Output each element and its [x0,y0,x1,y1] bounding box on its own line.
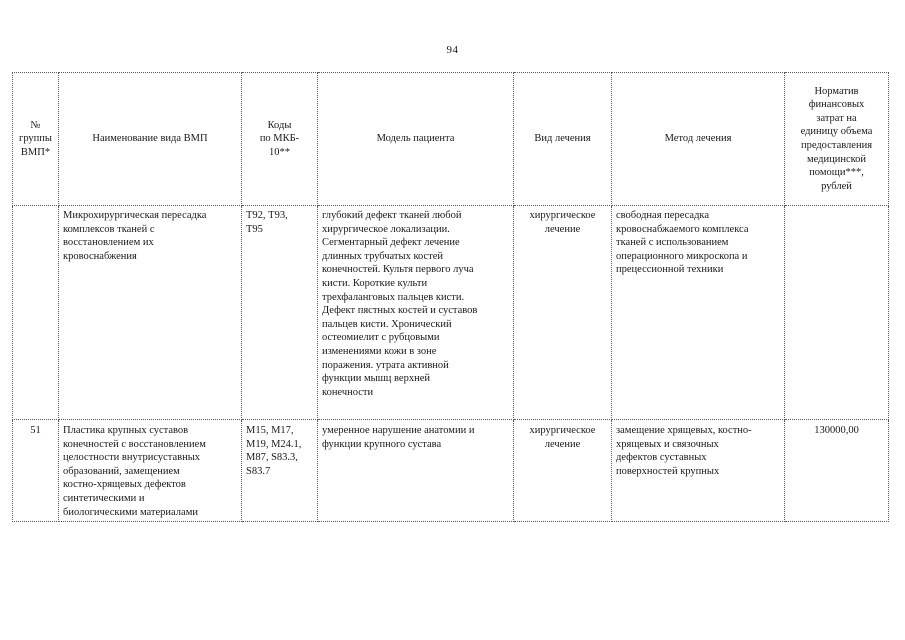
cell-group-no: 51 [13,420,59,522]
page-number: 94 [446,44,459,56]
header-treatment-method: Метод лечения [612,73,785,206]
vmp-table [12,72,889,522]
cell-icd-codes: Т92, Т93, Т95 [242,206,318,420]
table-row [13,420,889,522]
cell-treatment-method: свободная пересадка кровоснабжаемого комплекса тканей с использованием операционного микроскопа и прецессионной техники [612,206,785,420]
table-row [13,206,889,420]
header-treatment-type: Вид лечения [514,73,612,206]
cell-icd-codes: М15, М17, М19, М24.1, М87, S83.3, S83.7 [242,420,318,522]
cell-financial-norm: 130000,00 [785,420,889,522]
header-patient-model: Модель пациента [318,73,514,206]
cell-vmp-name: Микрохирургическая пересадка комплексов тканей с восстановлением их кровоснабжения [59,206,242,420]
cell-treatment-method: замещение хрящевых, костно- хрящевых и связочных дефектов суставных поверхностей крупных [612,420,785,522]
cell-group-no [13,206,59,420]
cell-patient-model: глубокий дефект тканей любой хирургическое локализации. Сегментарный дефект лечение длинных трубчатых костей конечностей. Культя первого луча кисти. Короткие культи трехфаланговых пальцев кисти. Дефект пястных костей и суставов пальцев кисти. Хронический остеомиелит с рубцовыми изменениями кожи в зоне поражения. утрата активной функции мышц верхней конечности [318,206,514,420]
header-icd-codes: Коды по МКБ- 10** [242,73,318,206]
cell-treatment-type: хирургическое лечение [514,420,612,522]
cell-vmp-name: Пластика крупных суставов конечностей с восстановлением целостности внутрисуставных образований, замещением костно-хрящевых дефектов синтетическими и биологическими материалами [59,420,242,522]
header-financial-norm: Норматив финансовых затрат на единицу объема предоставления медицинской помощи***, рублей [785,73,889,206]
header-row [13,73,889,206]
cell-financial-norm [785,206,889,420]
cell-treatment-type: хирургическое лечение [514,206,612,420]
header-vmp-name: Наименование вида ВМП [59,73,242,206]
cell-patient-model: умеренное нарушение анатомии и функции крупного сустава [318,420,514,522]
header-group-no: № группы ВМП* [13,73,59,206]
